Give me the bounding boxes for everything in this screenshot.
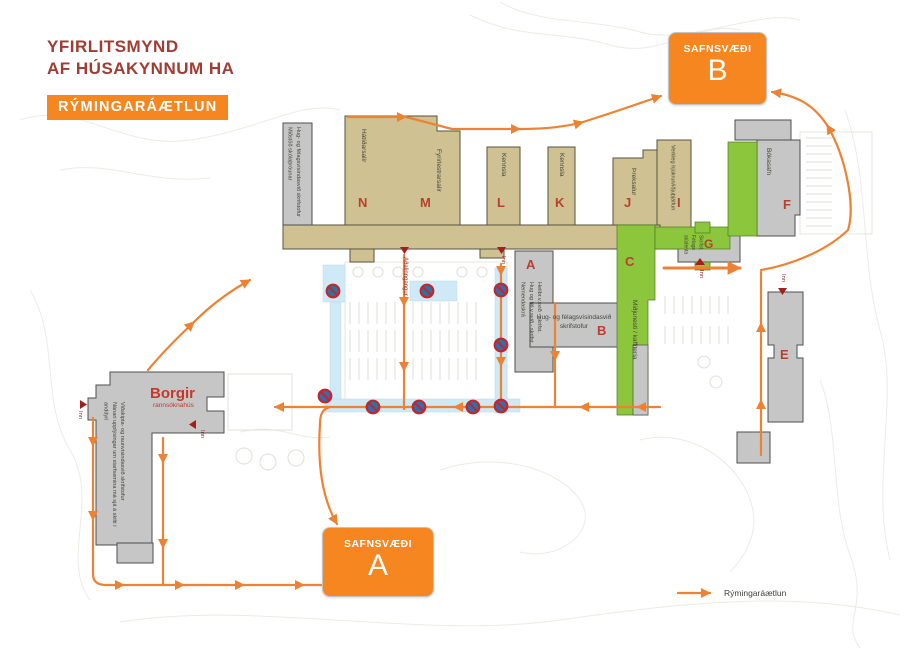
building-letter-k: K [555, 195, 565, 210]
entrance-arrow [400, 247, 409, 254]
entrance-inn-label: Inn [499, 256, 506, 265]
building-m-label: Fyrirlestrarsalir [434, 149, 442, 192]
building-n-label: Hátíðarsalir [359, 129, 367, 163]
borgir-line2: Nánari upplýsingar um starfsemina má sjá á skilti í anddyri [102, 402, 117, 527]
evacuation-plan-badge: RÝMINGARÁÆTLUN [47, 95, 228, 120]
borgir-labels [101, 402, 126, 534]
no-parking-sign [319, 390, 332, 403]
building-j-label: Þreksalur [629, 168, 637, 196]
assembly-letter-a: A [367, 549, 388, 582]
building-letter-g: G [704, 237, 714, 251]
building-letter-n: N [358, 195, 368, 210]
small-building-shape [117, 543, 153, 563]
legend-label: Rýmingaráætlun [724, 588, 787, 598]
corridor-shape [283, 225, 660, 249]
entrance-inn-label: Inn [697, 270, 704, 279]
borgir-subtitle: rannsóknahús [153, 402, 194, 409]
a-line2: Hug og fél.v.svið - skrifst. [527, 282, 534, 345]
building-letter-i: I [677, 195, 681, 210]
building-f-label: Bókasafn [764, 148, 772, 176]
building-letter-e: E [780, 347, 789, 362]
assembly-area-b [668, 32, 767, 105]
entrance-inn-label: Inn [198, 430, 205, 439]
no-parking-sign [495, 339, 508, 352]
annex-line1: Hug- og félagsvísindasvið skrifstofur [294, 127, 301, 217]
no-parking-sign [367, 401, 380, 414]
building-k-label: Kennsla [557, 153, 565, 177]
assembly-label: SAFNSVÆÐI [683, 43, 752, 55]
building-i-label: Verkleg hjúkrun/iðjuþjálfun [669, 145, 676, 211]
building-b-label: Hug- og félagsvísindasvið skrifstofur [536, 314, 612, 330]
no-parking-sign [327, 285, 340, 298]
assembly-letter-b: B [707, 54, 728, 87]
title-line1: YFIRLITSMYND [47, 37, 179, 56]
no-parking-sign [467, 401, 480, 414]
building-letter-f: F [783, 197, 791, 212]
building-letter-c: C [625, 254, 635, 269]
building-l-label: Kennsla [499, 153, 507, 177]
small-building-shape [737, 432, 770, 463]
assembly-label: SAFNSVÆÐI [343, 538, 413, 550]
page-title [47, 36, 234, 80]
borgir-name: Borgir [150, 385, 195, 402]
building-c-label: Miðjunesti / kaffitería [630, 300, 638, 360]
no-parking-sign [413, 401, 426, 414]
building-letter-b: B [597, 323, 607, 338]
entrance-arrow [80, 400, 87, 409]
a-line1: Nemendaskrá [519, 282, 526, 317]
no-parking-sign [495, 400, 508, 413]
building-f-green-shape [728, 142, 757, 236]
building-g-label: Skrifst. Félags stúdenta [682, 235, 704, 255]
building-letter-m: M [420, 195, 431, 210]
building-annex-label [285, 127, 302, 223]
annex-line2: Miðstöð skólaþróunar [286, 127, 293, 181]
no-parking-sign [495, 284, 508, 297]
entrance-inn-label: Inn [779, 274, 786, 283]
green-spur-shape [695, 222, 710, 233]
corridor-stub [350, 249, 374, 262]
no-parking-sign [421, 285, 434, 298]
building-letter-l: L [497, 195, 505, 210]
assembly-area-a [322, 527, 434, 597]
building-letter-j: J [624, 195, 632, 210]
main-entrance-label: Aðalinngangur [402, 257, 408, 296]
entrance-inn-label: Inn [76, 411, 83, 420]
building-letter-a: A [526, 257, 536, 272]
borgir-line1: Viðskipta- og raunvísindasvið skrifstofur [119, 402, 126, 501]
a-line3: Heilbr.v.svið - skrifst. [536, 282, 543, 333]
title-line2: AF HÚSAKYNNUM HA [47, 59, 235, 79]
building-f-top-shape [735, 120, 791, 140]
